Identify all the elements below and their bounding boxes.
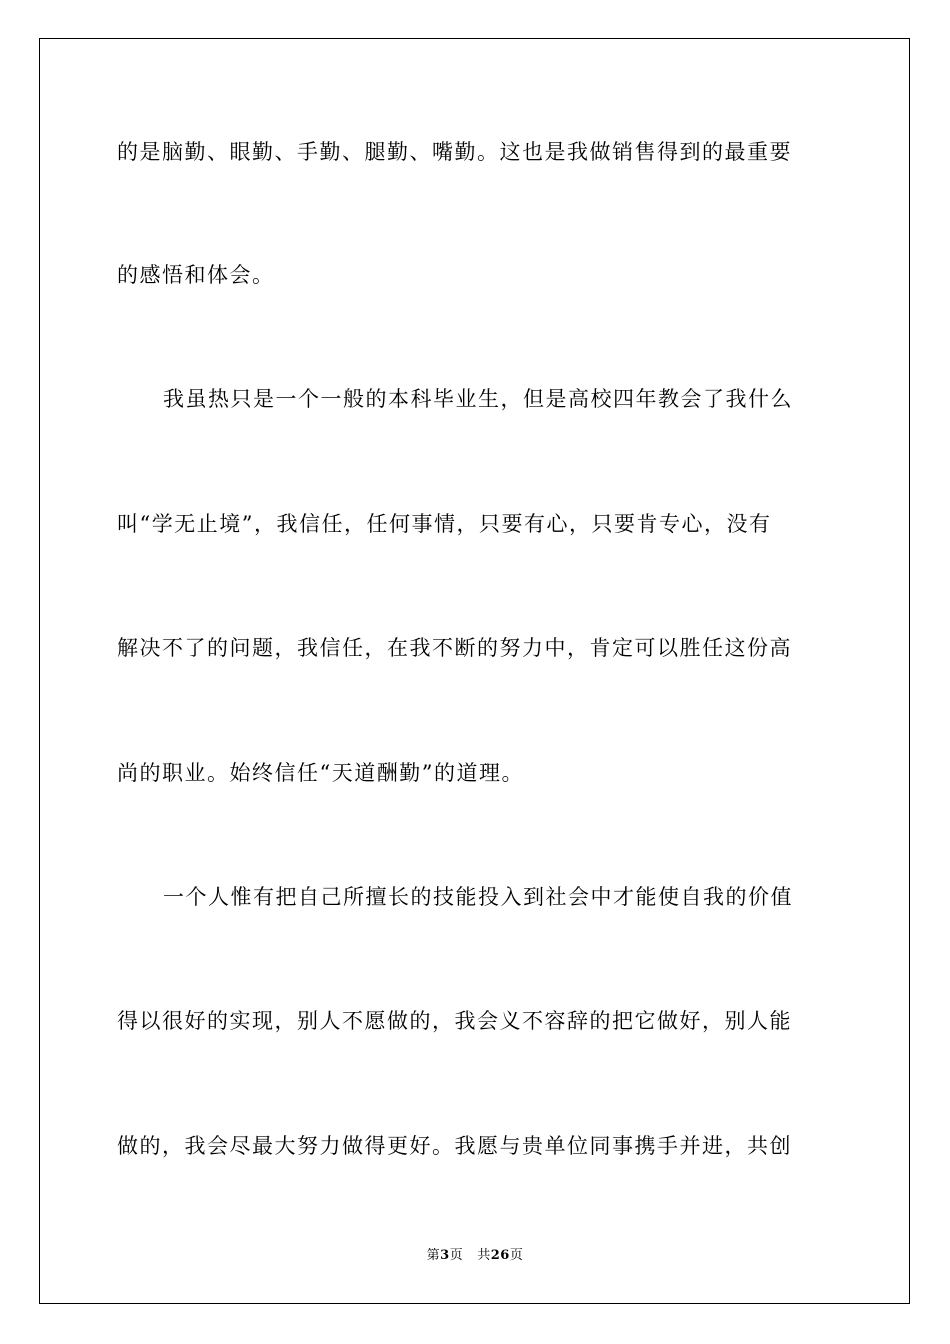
page-border bbox=[39, 38, 910, 1304]
text-line: 的是脑勤、眼勤、手勤、腿勤、嘴勤。这也是我做销售得到的最重要 bbox=[117, 140, 792, 164]
total-label-prefix: 共 bbox=[477, 1248, 491, 1263]
page-number: 3 bbox=[440, 1248, 450, 1263]
paragraph-first-line: 我虽热只是一个一般的本科毕业生，但是高校四年教会了我什么 bbox=[163, 387, 793, 411]
page-footer bbox=[0, 1247, 950, 1265]
paragraph-first-line: 一个人惟有把自己所擅长的技能投入到社会中才能使自我的价值 bbox=[163, 885, 793, 909]
text-line: 做的，我会尽最大努力做得更好。我愿与贵单位同事携手并进，共创 bbox=[117, 1134, 792, 1158]
text-line: 得以很好的实现，别人不愿做的，我会义不容辞的把它做好，别人能 bbox=[117, 1009, 792, 1033]
text-line: 的感悟和体会。 bbox=[117, 263, 275, 287]
total-label-suffix: 页 bbox=[509, 1248, 524, 1263]
text-line: 尚的职业。始终信任“天道酬勤”的道理。 bbox=[117, 761, 524, 785]
page-label-prefix: 第 bbox=[426, 1248, 441, 1263]
page-label-suffix: 页 bbox=[449, 1248, 464, 1263]
text-line: 解决不了的问题，我信任，在我不断的努力中，肯定可以胜任这份高 bbox=[117, 636, 792, 660]
total-pages: 26 bbox=[490, 1248, 510, 1263]
text-line: 叫“学无止境”，我信任，任何事情，只要有心，只要肯专心，没有 bbox=[117, 512, 772, 536]
